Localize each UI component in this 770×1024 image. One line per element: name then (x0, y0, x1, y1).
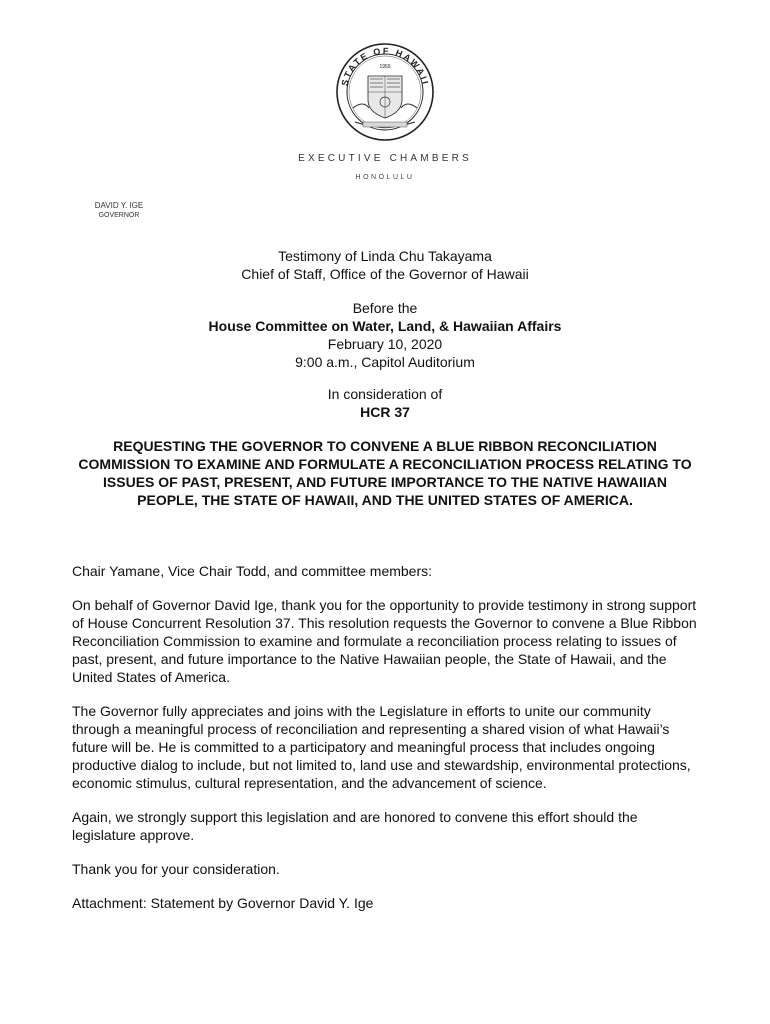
hearing-date: February 10, 2020 (327, 336, 443, 352)
state-seal-logo (335, 42, 435, 142)
consideration-block (0, 385, 770, 421)
testimony-of: Testimony of Linda Chu Takayama (278, 248, 492, 264)
attachment-note: Attachment: Statement by Governor David Y. Ige (72, 895, 374, 911)
committee-name: House Committee on Water, Land, & Hawaiian Affairs (208, 318, 562, 334)
seal-year: 1959 (379, 64, 391, 70)
office-heading: EXECUTIVE CHAMBERS (298, 153, 472, 164)
paragraph-2: The Governor fully appreciates and joins with the Legislature in efforts to unite our community through a meaningful process of reconciliation and representing a shared vision of what Hawaii’s future will be. He is committed to a participatory and meaningful process that includes ongoing productive dialog to include, but not limited to, land use and stewardship, environmental protections, economic stimulus, cultural representation, and the advancement of science. (72, 703, 691, 791)
governor-name: DAVID Y. IGE (94, 201, 144, 210)
resolution-title: REQUESTING THE GOVERNOR TO CONVENE A BLUE RIBBON RECONCILIATION COMMISSION TO EXAMINE AND FORMULATE A RECONCILIATION PROCESS RELATING TO ISSUES OF PAST, PRESENT, AND FUTURE IMPORTANCE TO THE NATIVE HAWAIIAN PEOPLE, THE STATE OF HAWAII, AND THE UNITED STATES OF AMERICA. (78, 438, 692, 508)
governor-block (88, 201, 150, 221)
hearing-info (0, 299, 770, 371)
governor-title: GOVERNOR (98, 212, 140, 219)
measure-number: HCR 37 (360, 404, 410, 420)
salutation: Chair Yamane, Vice Chair Todd, and committee members: (72, 563, 433, 579)
hearing-time-place: 9:00 a.m., Capitol Auditorium (295, 354, 475, 370)
testifier-title: Chief of Staff, Office of the Governor of Hawaii (241, 266, 529, 282)
testimony-header (0, 247, 770, 283)
seal-text: STATE OF HAWAII (339, 45, 431, 87)
testimony-body (72, 562, 702, 928)
paragraph-3: Again, we strongly support this legislation and are honored to convene this effort should the legislature approve. (72, 809, 638, 843)
closing: Thank you for your consideration. (72, 861, 280, 877)
office-city: HONOLULU (355, 174, 415, 181)
before-label: Before the (352, 300, 418, 316)
consideration-label: In consideration of (327, 386, 443, 402)
paragraph-1: On behalf of Governor David Ige, thank you for the opportunity to provide testimony in strong support of House Concurrent Resolution 37. This resolution requests the Governor to convene a Blue Ribbon Reconciliation Commission to examine and formulate a reconciliation process relating to issues of past, present, and future importance to the Native Hawaiian people, the State of Hawaii, and the United States of America. (72, 597, 697, 685)
